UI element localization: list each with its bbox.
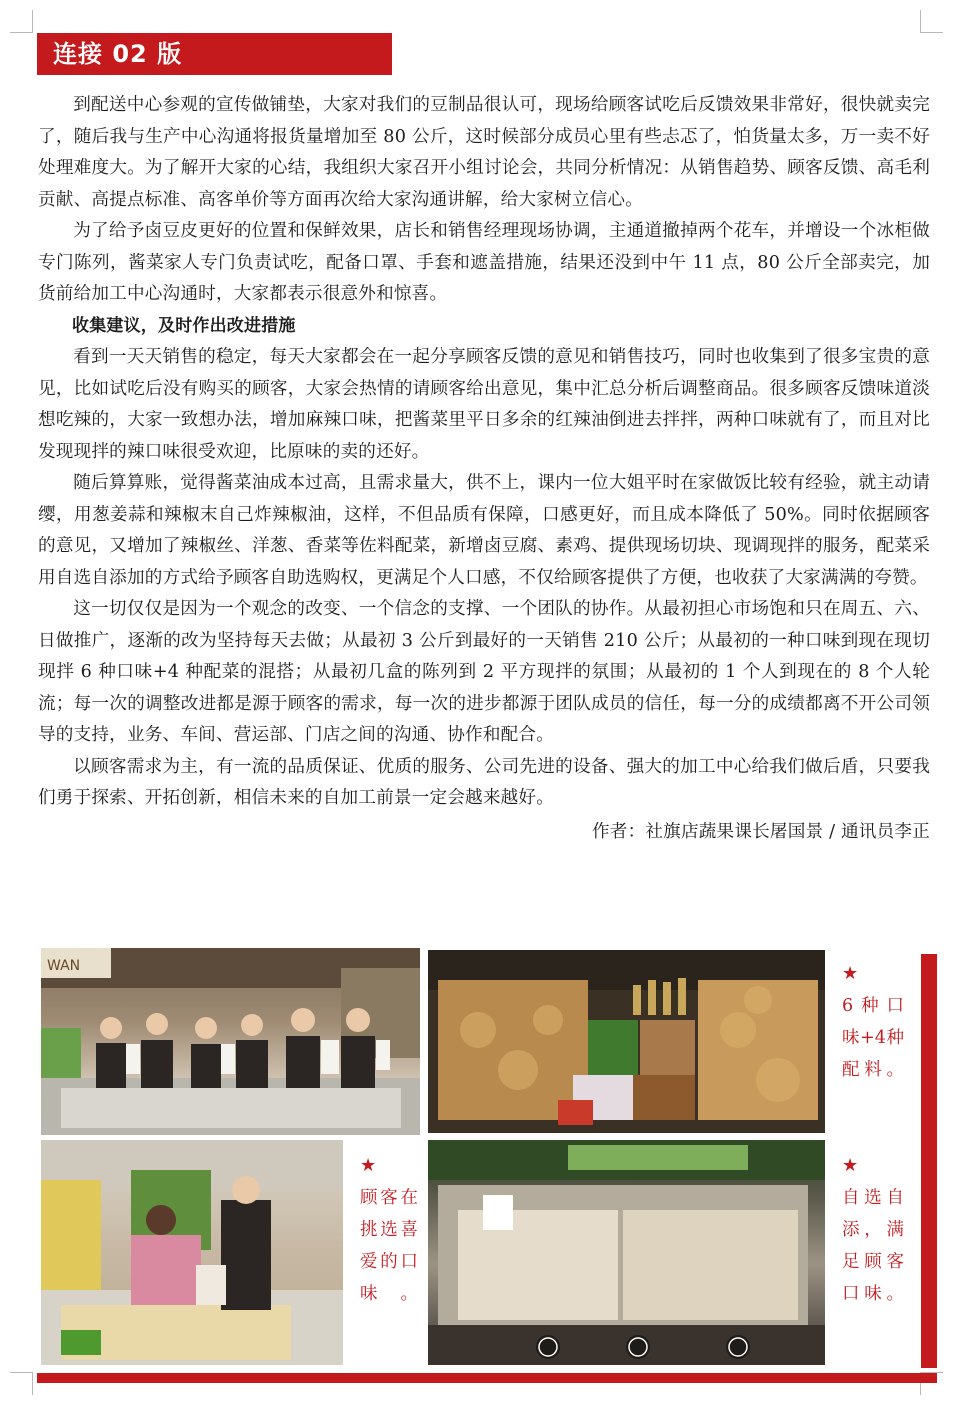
photo-customer-selecting <box>41 1140 343 1365</box>
caption-text: 6种口味+4种配料。 <box>842 996 904 1080</box>
store-sign-text: WAN <box>47 958 81 974</box>
photo-self-serve-bins <box>428 1140 825 1365</box>
caption-customer <box>360 1150 418 1310</box>
star-icon: ★ <box>842 963 859 984</box>
crop-mark-top-right <box>920 10 943 33</box>
paragraph: 这一切仅仅是因为一个观念的改变、一个信念的支撑、一个团队的协作。从最初担心市场饱和只在周五、六、日做推广，逐渐的改为坚持每天去做；从最初 3 公斤到最好的一天销售 210 公斤；从最初的一种口味到现在现切现拌 6 种口味+4 种配菜的混搭；从最初几盒的陈列到 2 平方现拌的氛围；从最初的 1 个人到现在的 8 个人轮流；每一次的调整改进都是源于顾客的需求，每一次的进步都源于团队成员的信任，每一分的成绩都离不开公司领导的支持，业务、车间、营运部、门店之间的沟通、协作和配合。 <box>38 599 930 745</box>
paragraph: 到配送中心参观的宣传做铺垫，大家对我们的豆制品很认可，现场给顾客试吃后反馈效果非常好，很快就卖完了，随后我与生产中心沟通将报货量增加至 80 公斤，这时候部分成员心里有些忐忑了，怕货量太多，万一卖不好处理难度大。为了解开大家的心结，我组织大家召开小组讨论会，共同分析情况：从销售趋势、顾客反馈、高毛利贡献、高提点标准、高客单价等方面再次给大家沟通讲解，给大家树立信心。 <box>38 95 930 210</box>
crop-mark-top-left <box>10 10 33 33</box>
red-bottom-rule <box>37 1373 937 1383</box>
article-body <box>38 90 930 848</box>
caption-text: 自选自添，满足顾客口味。 <box>842 1188 904 1304</box>
paragraph: 看到一天天销售的稳定，每天大家都会在一起分享顾客反馈的意见和销售技巧，同时也收集到了很多宝贵的意见，比如试吃后没有购买的顾客，大家会热情的请顾客给出意见，集中汇总分析后调整商品。很多顾客反馈味道淡想吃辣的，大家一致想办法，增加麻辣口味，把酱菜里平日多余的红辣油倒进去拌拌，两种口味就有了，而且对比发现现拌的辣口味很受欢迎，比原味的卖的还好。 <box>38 347 930 462</box>
star-icon: ★ <box>842 1155 859 1176</box>
caption-self-serve <box>842 1150 904 1310</box>
crop-mark-bottom-left <box>10 1372 33 1395</box>
section-banner <box>37 33 392 75</box>
banner-title: 连接 02 版 <box>53 40 183 68</box>
paragraph: 随后算算账，觉得酱菜油成本过高，且需求量大，供不上，课内一位大姐平时在家做饭比较有经验，就主动请缨，用葱姜蒜和辣椒末自己炸辣椒油，这样，不但品质有保障，口感更好，而且成本降低了 50%。同时依据顾客的意见，又增加了辣椒丝、洋葱、香菜等佐料配菜，新增卤豆腐、素鸡、提供现场切块、现调现拌的服务，配菜采用自选自添加的方式给予顾客自助选购权，更满足个人口感，不仅给顾客提供了方便，也收获了大家满满的夸赞。 <box>38 473 930 588</box>
red-vertical-rule <box>921 954 937 1368</box>
paragraph: 以顾客需求为主，有一流的品质保证、优质的服务、公司先进的设备、强大的加工中心给我们做后盾，只要我们勇于探索、开拓创新，相信未来的自加工前景一定会越来越好。 <box>38 756 930 808</box>
section-subheading: 收集建议，及时作出改进措施 <box>72 315 296 336</box>
star-icon: ★ <box>360 1155 377 1176</box>
photo-team-at-counter <box>41 948 420 1135</box>
caption-text: 顾客在挑选喜爱的口味。 <box>360 1188 418 1304</box>
author-byline: 作者：社旗店蔬果课长屠国景 / 通讯员李正 <box>591 821 930 842</box>
paragraph: 为了给予卤豆皮更好的位置和保鲜效果，店长和销售经理现场协调，主通道撤掉两个花车，并增设一个冰柜做专门陈列，酱菜家人专门负责试吃，配备口罩、手套和遮盖措施，结果还没到中午 11 点，80 公斤全部卖完，加货前给加工中心沟通时，大家都表示很意外和惊喜。 <box>38 221 930 304</box>
caption-condiments <box>842 958 904 1086</box>
photo-tofu-display <box>428 950 825 1133</box>
